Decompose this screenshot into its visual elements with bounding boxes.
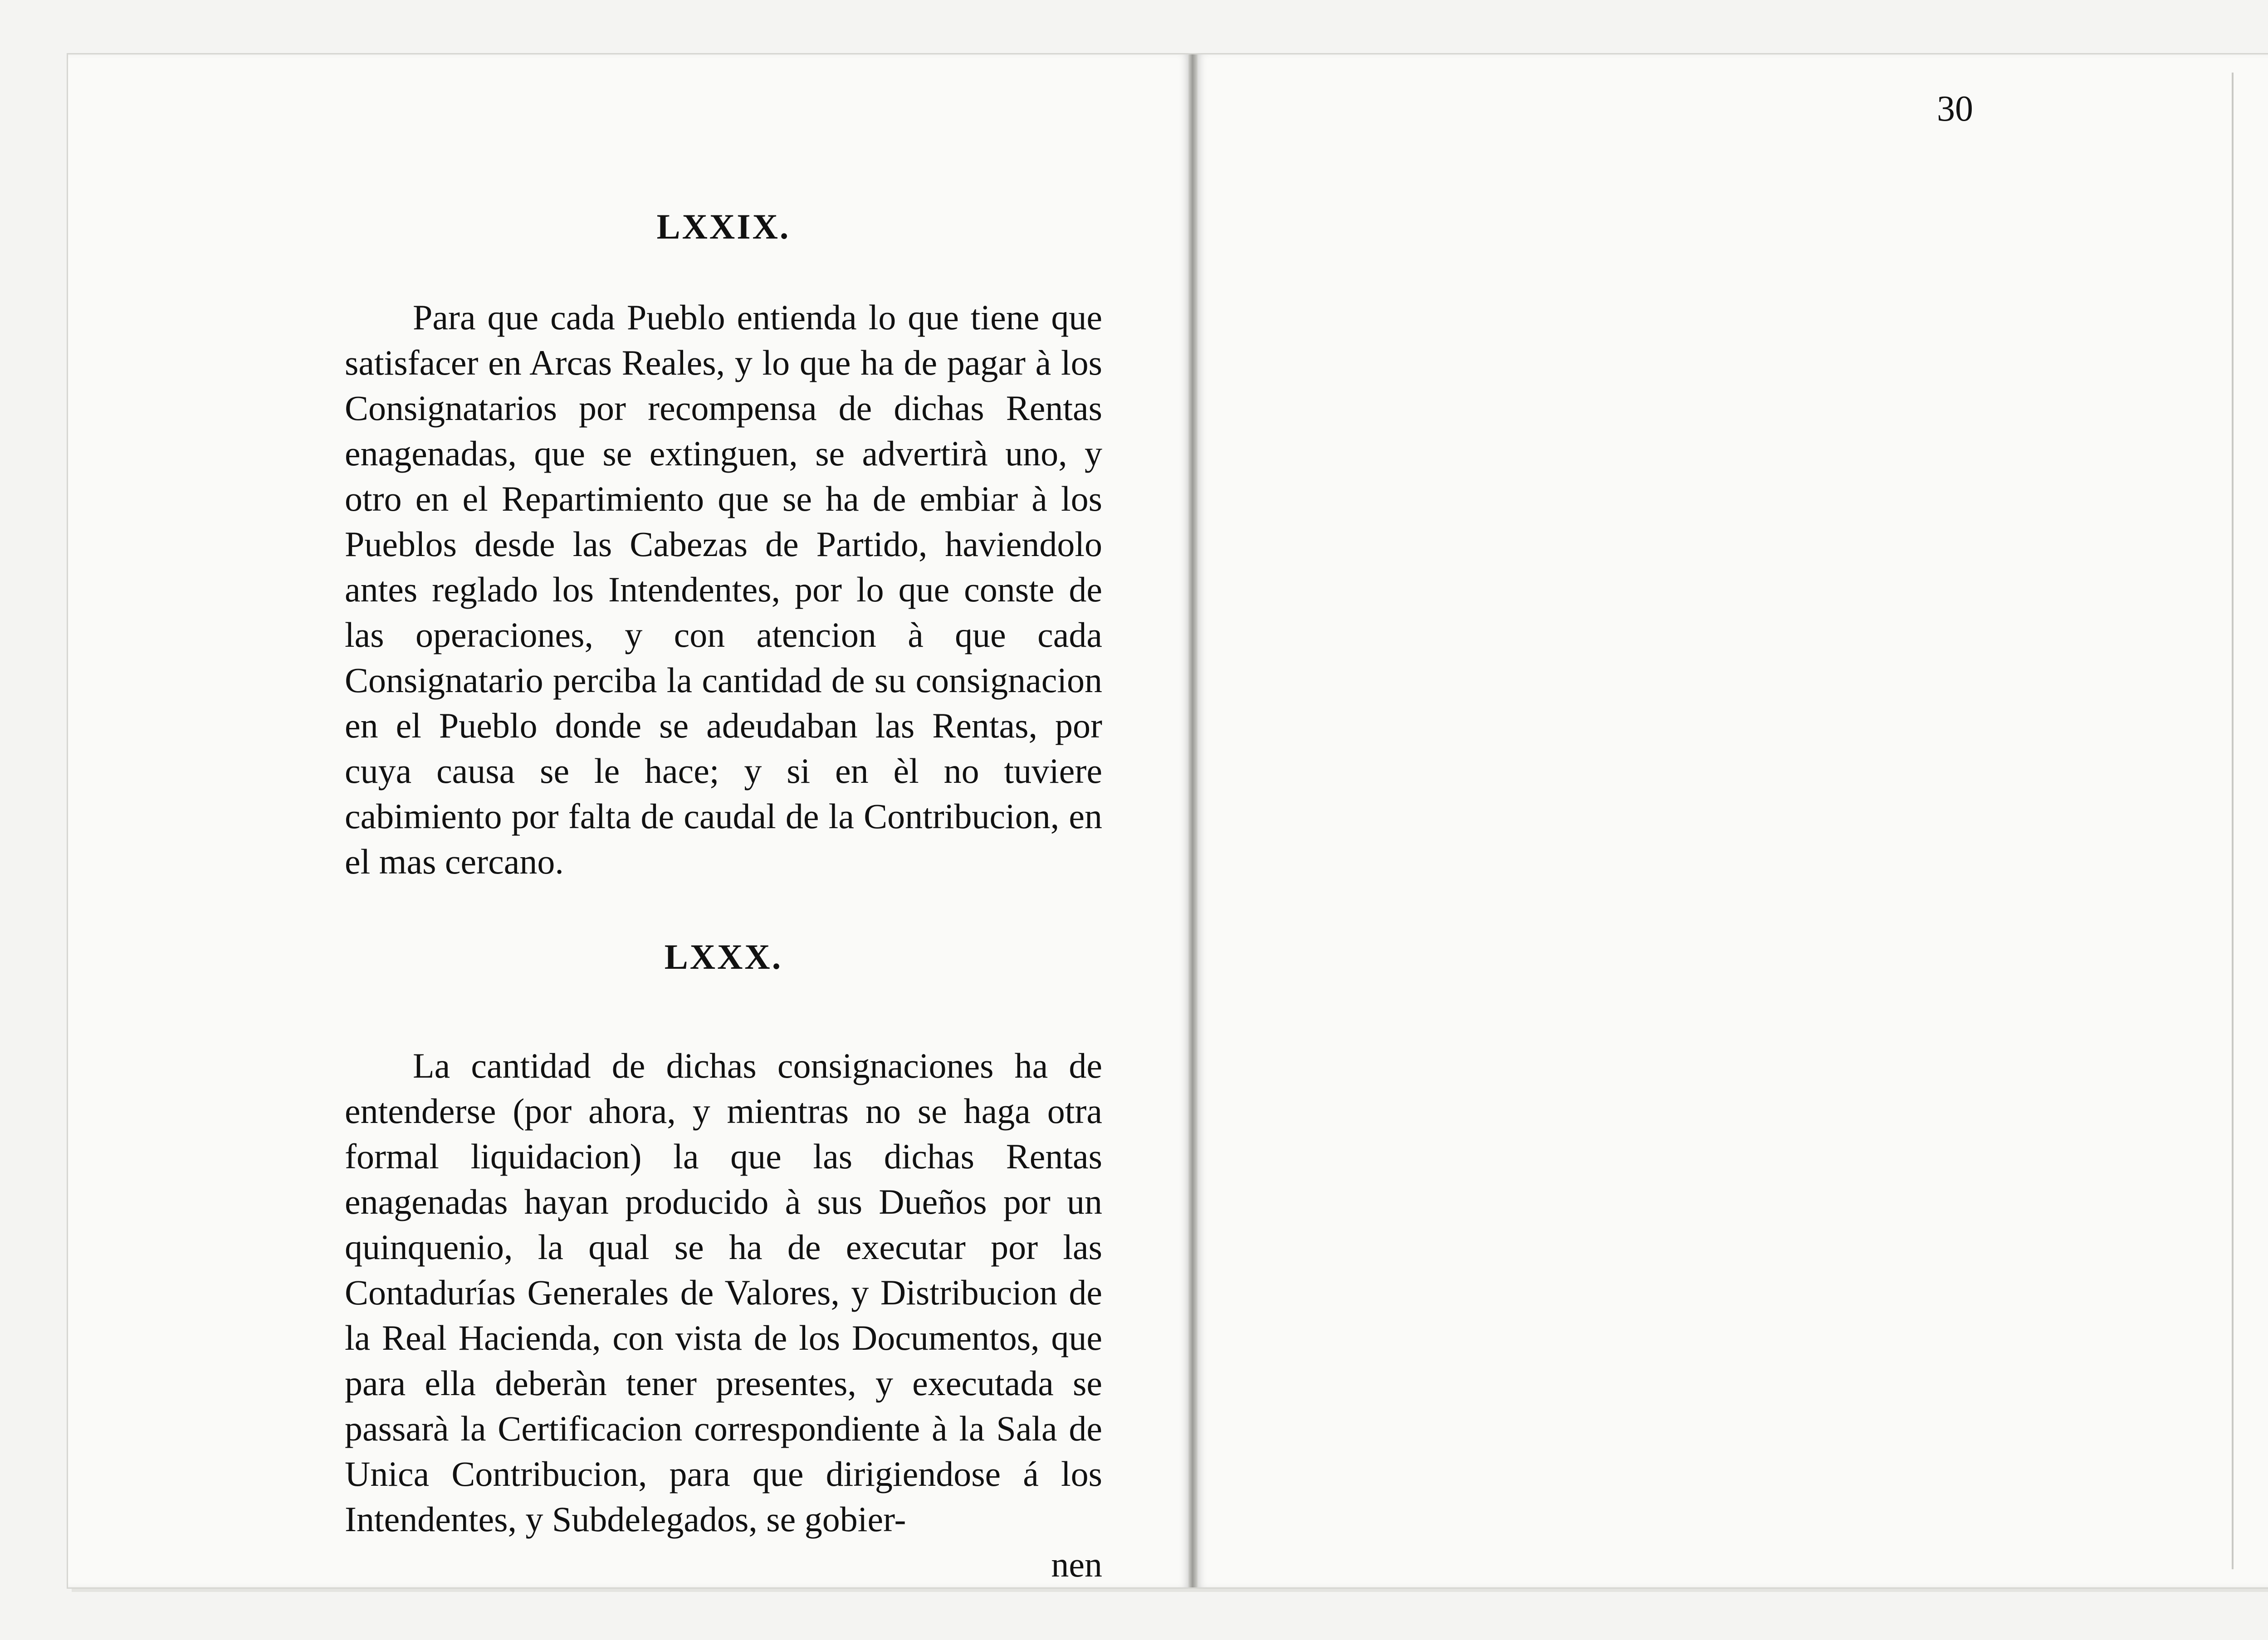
open-book bbox=[68, 54, 2268, 1587]
paragraph-lxxx: La cantidad de dichas consignaciones ha de entenderse (por ahora, y mientras no se haga otra formal liquidacion) la que las dichas Rentas enagenadas hayan producido à sus Dueños por un quinquenio, la qual se ha de executar por las Contadurías Generales de Valores, y Distribucion de la Real Hacienda, con vista de los Documentos, que para ella deberàn tener presentes, y executada se passarà la Certificacion correspondiente à la Sala de Unica Contribucion, para que dirigiendose á los Intendentes, y Subdelegados, se gobier- bbox=[345, 1046, 1102, 1539]
right-page bbox=[1198, 54, 2268, 1587]
left-page bbox=[68, 54, 1188, 1587]
page-edge bbox=[2232, 73, 2234, 1569]
section-heading-lxxx: LXXX. bbox=[664, 937, 783, 976]
page-number: 30 bbox=[1937, 89, 1973, 129]
catchword-left: nen bbox=[1051, 1545, 1102, 1584]
book-gutter bbox=[1188, 54, 1198, 1587]
left-page-text bbox=[345, 204, 1102, 1587]
section-heading-lxxix: LXXIX. bbox=[656, 207, 791, 246]
paragraph-lxxix: Para que cada Pueblo entienda lo que tiene que satisfacer en Arcas Reales, y lo que ha de pagar à los Consignatarios por recompensa de dichas Rentas enagenadas, que se extinguen, se advertirà uno, y otro en el Repartimiento que se ha de embiar à los Pueblos desde las Cabezas de Partido, haviendolo antes reglado los Intendentes, por lo que conste de las operaciones, y con atencion à que cada Consignatario perciba la cantidad de su consignacion en el Pueblo donde se adeudaban las Rentas, por cuya causa se le hace; y si en èl no tuviere cabimiento por falta de caudal de la Contribucion, en el mas cercano. bbox=[345, 298, 1102, 881]
